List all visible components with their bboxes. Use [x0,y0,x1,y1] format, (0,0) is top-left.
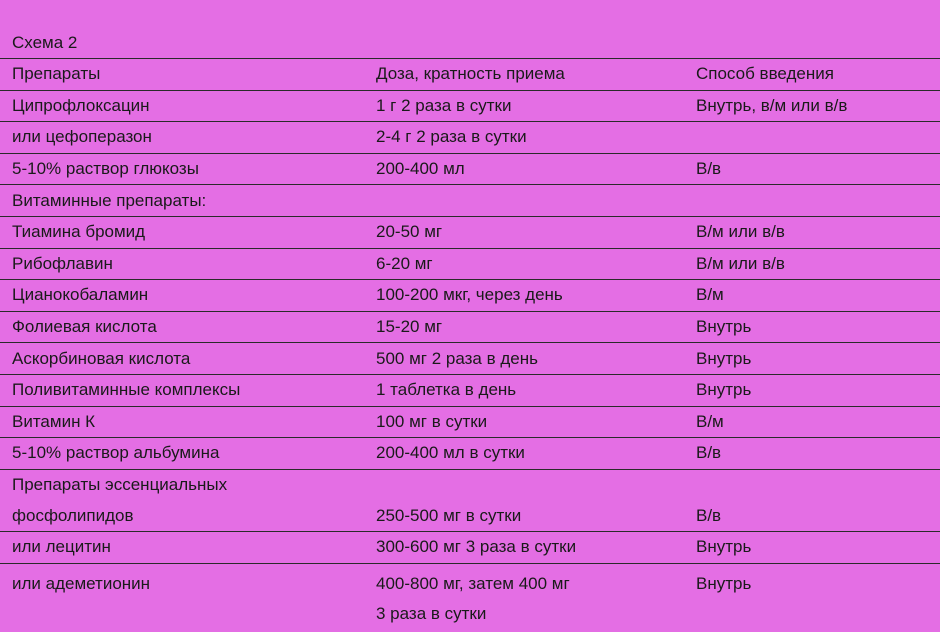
cell-route: В/в [684,500,940,531]
header-dose: Доза, кратность приема [372,59,684,91]
cell-drug: Ципрофлоксацин [0,90,372,122]
cell-route: Внутрь [684,343,940,375]
drug-table [0,58,940,629]
cell-route [684,469,940,500]
table-row [0,563,940,629]
table-row [0,438,940,470]
cell-drug: или адеметионин [12,573,151,593]
cell-dose: 300-600 мг 3 раза в сутки [372,531,684,563]
table-row [0,216,940,248]
cell-dose: 200-400 мл [372,153,684,185]
cell-dose: 1 таблетка в день [372,374,684,406]
cell-route: Внутрь [684,311,940,343]
cell-drug: Поливитаминные комплексы [0,374,372,406]
table-row [0,374,940,406]
table-row [0,153,940,185]
table-row [0,311,940,343]
cell-route [684,185,940,217]
cell-drug: Витаминные препараты: [0,185,372,217]
cell-dose-line: 400-800 мг, затем 400 мг [376,573,570,593]
table-header-row [0,59,940,91]
cell-dose: 6-20 мг [372,248,684,280]
cell-route: В/м или в/в [684,216,940,248]
cell-dose: 2-4 г 2 раза в сутки [372,122,684,154]
table-row [0,469,940,500]
cell-dose [372,563,684,629]
cell-dose: 100-200 мкг, через день [372,280,684,312]
table-row [0,122,940,154]
cell-drug: Цианокобаламин [0,280,372,312]
table-row [0,343,940,375]
header-drugs: Препараты [0,59,372,91]
table-row [0,248,940,280]
cell-dose: 100 мг в сутки [372,406,684,438]
cell-drug: 5-10% раствор альбумина [0,438,372,470]
table-row [0,90,940,122]
cell-route: В/м [684,280,940,312]
cell-route [684,122,940,154]
cell-drug: Фолиевая кислота [0,311,372,343]
cell-route: Внутрь [684,374,940,406]
cell-dose: 15-20 мг [372,311,684,343]
cell-drug: или лецитин [0,531,372,563]
scheme-caption: Схема 2 [12,33,78,52]
table-row [0,280,940,312]
cell-dose [372,185,684,217]
cell-drug: Рибофлавин [0,248,372,280]
cell-drug: фосфолипидов [0,500,372,531]
cell-route: В/в [684,438,940,470]
drug-table-body [0,59,940,629]
cell-route: Внутрь, в/м или в/в [684,90,940,122]
cell-route: Внутрь [684,531,940,563]
cell-dose: 500 мг 2 раза в день [372,343,684,375]
cell-drug: Витамин К [0,406,372,438]
cell-dose: 1 г 2 раза в сутки [372,90,684,122]
cell-route: В/м [684,406,940,438]
cell-dose: 200-400 мл в сутки [372,438,684,470]
table-row [0,500,940,531]
cell-dose: 250-500 мг в сутки [372,500,684,531]
cell-drug: 5-10% раствор глюкозы [0,153,372,185]
cell-drug: Тиамина бромид [0,216,372,248]
cell-drug: Аскорбиновая кислота [0,343,372,375]
cell-dose: 20-50 мг [372,216,684,248]
cell-route: В/м или в/в [684,248,940,280]
cell-drug: или цефоперазон [0,122,372,154]
cell-route: В/в [684,153,940,185]
cell-dose-line: 3 раза в сутки [376,603,487,623]
cell-dose [372,469,684,500]
table-row [0,531,940,563]
header-route: Способ введения [684,59,940,91]
table-row [0,185,940,217]
table-row [0,406,940,438]
cell-route: Внутрь [696,573,752,593]
cell-drug: Препараты эссенциальных [12,475,228,495]
